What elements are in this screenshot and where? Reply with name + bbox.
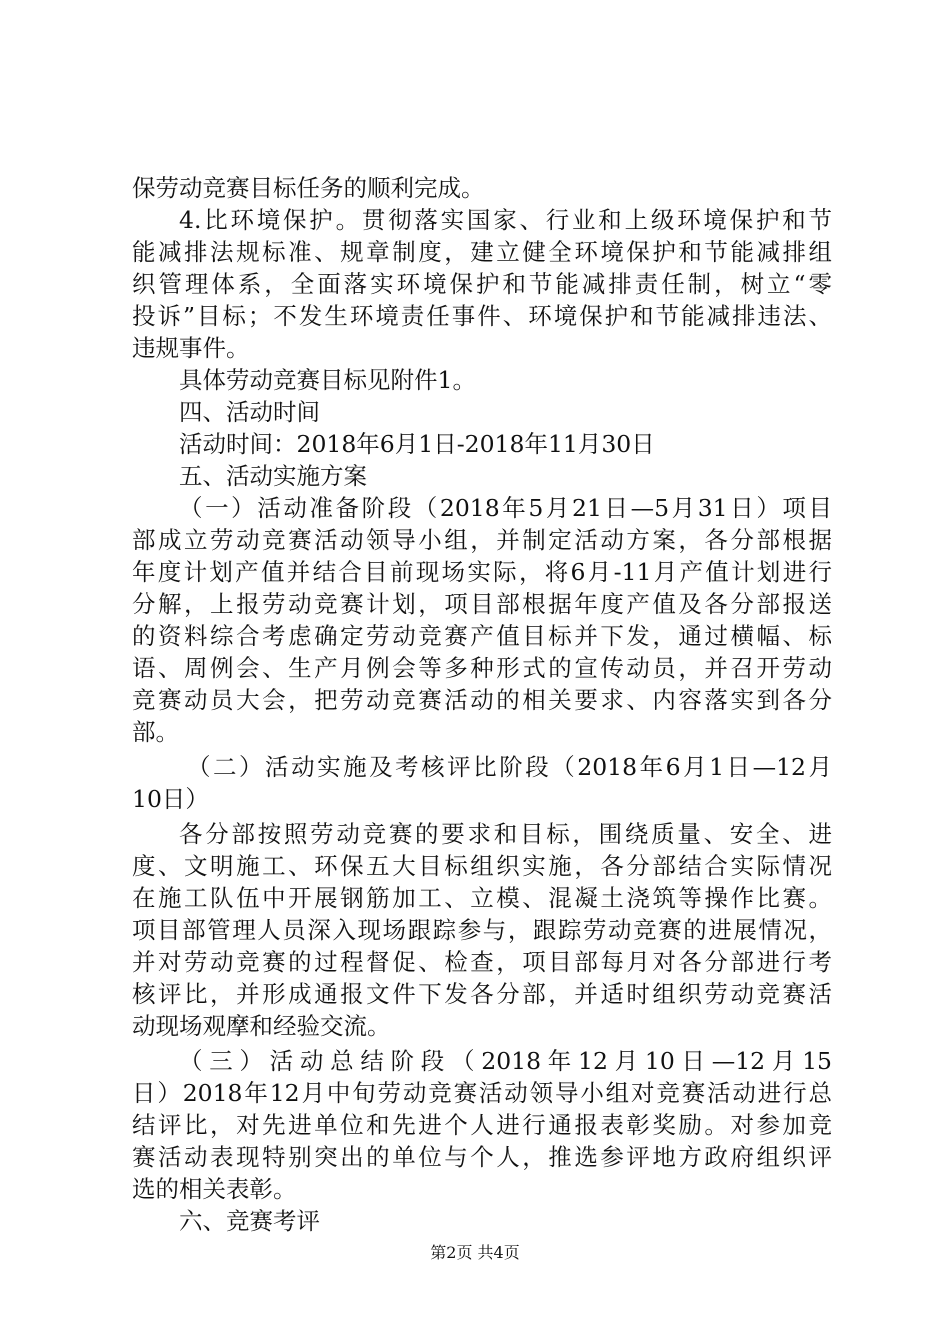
text-line: （三）活动总结阶段（2018年12月10日—12月15 bbox=[179, 1047, 832, 1075]
text-line: 竞赛动员大会，把劳动竞赛活动的相关要求、内容落实到各分 bbox=[132, 686, 832, 714]
text-line: 日）2018年12月中旬劳动竞赛活动领导小组对竞赛活动进行总 bbox=[132, 1079, 832, 1107]
text-line: 10日） bbox=[132, 785, 209, 813]
paragraph-implementation-stage-heading bbox=[132, 751, 832, 815]
text-line: 活动时间：2018年6月1日-2018年11月30日 bbox=[179, 430, 655, 458]
text-line: 部成立劳动竞赛活动领导小组，并制定活动方案，各分部根据 bbox=[132, 526, 832, 554]
paragraph-continuation bbox=[132, 172, 832, 204]
text-line: 动现场观摩和经验交流。 bbox=[132, 1012, 391, 1040]
text-line: 选的相关表彰。 bbox=[132, 1175, 297, 1203]
document-body bbox=[132, 172, 832, 1237]
text-line: 在施工队伍中开展钢筋加工、立模、混凝土浇筑等操作比赛。 bbox=[132, 884, 832, 912]
paragraph-summary-stage bbox=[132, 1045, 832, 1205]
text-line: 保劳动竞赛目标任务的顺利完成。 bbox=[132, 174, 485, 202]
section-heading: 五、活动实施方案 bbox=[179, 462, 367, 490]
paragraph-attachment-note bbox=[132, 364, 832, 396]
text-line: 分解，上报劳动竞赛计划，项目部根据年度产值及各分部报送 bbox=[132, 590, 832, 618]
paragraph-preparation-stage bbox=[132, 492, 832, 748]
text-line: 赛活动表现特别突出的单位与个人，推选参评地方政府组织评 bbox=[132, 1143, 832, 1171]
text-line: 织管理体系，全面落实环境保护和节能减排责任制，树立“零 bbox=[132, 270, 832, 298]
text-line: 能减排法规标准、规章制度，建立健全环境保护和节能减排组 bbox=[132, 238, 832, 266]
text-line: 各分部按照劳动竞赛的要求和目标，围绕质量、安全、进 bbox=[179, 820, 832, 848]
page-number-label: 第2页 共4页 bbox=[430, 1243, 520, 1262]
paragraph-environment-protection bbox=[132, 204, 832, 364]
text-line: 语、周例会、生产月例会等多种形式的宣传动员，并召开劳动 bbox=[132, 654, 832, 682]
section-heading-activity-time bbox=[132, 396, 832, 428]
section-heading-competition-evaluation bbox=[132, 1205, 832, 1237]
paragraph-activity-time bbox=[132, 428, 832, 460]
text-line: 年度计划产值并结合目前现场实际，将6月-11月产值计划进行 bbox=[132, 558, 832, 586]
text-line: 项目部管理人员深入现场跟踪参与，跟踪劳动竞赛的进展情况， bbox=[132, 916, 832, 944]
section-heading: 六、竞赛考评 bbox=[179, 1207, 320, 1235]
page-footer bbox=[0, 1243, 950, 1263]
section-heading-implementation-plan bbox=[132, 460, 832, 492]
text-line: 违规事件。 bbox=[132, 334, 250, 362]
text-line: 并对劳动竞赛的过程督促、检查，项目部每月对各分部进行考 bbox=[132, 948, 832, 976]
text-line: 结评比，对先进单位和先进个人进行通报表彰奖励。对参加竞 bbox=[132, 1111, 832, 1139]
text-line: 部。 bbox=[132, 718, 179, 746]
text-line: 具体劳动竞赛目标见附件1。 bbox=[179, 366, 476, 394]
text-line: 投诉”目标；不发生环境责任事件、环境保护和节能减排违法、 bbox=[132, 302, 832, 330]
paragraph-implementation-stage bbox=[132, 818, 832, 1042]
text-line: （一）活动准备阶段（2018年5月21日—5月31日）项目 bbox=[179, 494, 832, 522]
text-line: 4.比环境保护。贯彻落实国家、行业和上级环境保护和节 bbox=[179, 206, 832, 234]
text-line: （二）活动实施及考核评比阶段（2018年6月1日—12月 bbox=[187, 753, 832, 781]
text-line: 的资料综合考虑确定劳动竞赛产值目标并下发，通过横幅、标 bbox=[132, 622, 832, 650]
text-line: 度、文明施工、环保五大目标组织实施，各分部结合实际情况 bbox=[132, 852, 832, 880]
text-line: 核评比，并形成通报文件下发各分部，并适时组织劳动竞赛活 bbox=[132, 980, 832, 1008]
section-heading: 四、活动时间 bbox=[179, 398, 320, 426]
